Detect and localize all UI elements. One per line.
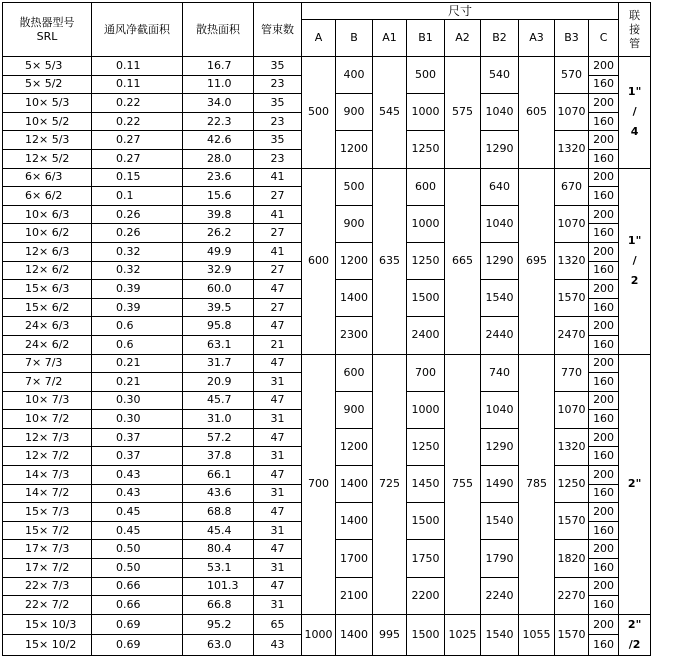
model-cell: 12× 5/3 bbox=[3, 131, 92, 150]
ventilation-cell: 0.21 bbox=[92, 354, 183, 373]
model-cell: 5× 5/2 bbox=[3, 75, 92, 94]
model-cell: 15× 6/3 bbox=[3, 280, 92, 299]
header-dim-b3: B3 bbox=[555, 20, 589, 57]
tube-count-cell: 27 bbox=[254, 224, 302, 243]
ventilation-cell: 0.45 bbox=[92, 503, 183, 522]
header-dim-a1: A1 bbox=[373, 20, 407, 57]
header-heat-area: 散热面积 bbox=[183, 3, 254, 57]
header-dim-b: B bbox=[336, 20, 373, 57]
dim-c-cell: 160 bbox=[589, 521, 619, 540]
header-model: 散热器型号 SRL bbox=[3, 3, 92, 57]
dim-b-cell: 2100 bbox=[336, 577, 373, 614]
dim-b2-cell: 1040 bbox=[481, 205, 519, 242]
tube-count-cell: 31 bbox=[254, 484, 302, 503]
heat-area-cell: 45.7 bbox=[183, 391, 254, 410]
ventilation-cell: 0.22 bbox=[92, 112, 183, 131]
dim-a-cell: 700 bbox=[302, 354, 336, 614]
dim-b-cell: 1700 bbox=[336, 540, 373, 577]
dim-b2-cell: 540 bbox=[481, 57, 519, 94]
spec-grid bbox=[2, 2, 651, 656]
tube-count-cell: 27 bbox=[254, 261, 302, 280]
dim-b1-cell: 1000 bbox=[407, 94, 445, 131]
ventilation-cell: 0.66 bbox=[92, 577, 183, 596]
dim-c-cell: 200 bbox=[589, 614, 619, 635]
heat-area-cell: 43.6 bbox=[183, 484, 254, 503]
model-cell: 15× 6/2 bbox=[3, 298, 92, 317]
model-cell: 12× 5/2 bbox=[3, 149, 92, 168]
model-cell: 7× 7/2 bbox=[3, 373, 92, 392]
model-cell: 15× 7/3 bbox=[3, 503, 92, 522]
dim-b3-cell: 1570 bbox=[555, 280, 589, 317]
ventilation-cell: 0.11 bbox=[92, 57, 183, 76]
dim-a-cell: 500 bbox=[302, 57, 336, 169]
dim-b3-cell: 1570 bbox=[555, 503, 589, 540]
heat-area-cell: 22.3 bbox=[183, 112, 254, 131]
dim-a2-cell: 1025 bbox=[445, 614, 481, 655]
model-cell: 12× 7/3 bbox=[3, 428, 92, 447]
header-ventilation-area: 通风净截面积 bbox=[92, 3, 183, 57]
dim-b3-cell: 570 bbox=[555, 57, 589, 94]
heat-area-cell: 31.0 bbox=[183, 410, 254, 429]
dim-c-cell: 160 bbox=[589, 596, 619, 615]
header-dim-b2: B2 bbox=[481, 20, 519, 57]
tube-count-cell: 35 bbox=[254, 57, 302, 76]
tube-count-cell: 27 bbox=[254, 298, 302, 317]
heat-area-cell: 42.6 bbox=[183, 131, 254, 150]
ventilation-cell: 0.15 bbox=[92, 168, 183, 187]
dim-b-cell: 400 bbox=[336, 57, 373, 94]
dim-c-cell: 200 bbox=[589, 540, 619, 559]
heat-area-cell: 63.1 bbox=[183, 335, 254, 354]
dim-c-cell: 160 bbox=[589, 187, 619, 206]
ventilation-cell: 0.30 bbox=[92, 391, 183, 410]
dim-b3-cell: 1070 bbox=[555, 391, 589, 428]
dim-b2-cell: 740 bbox=[481, 354, 519, 391]
heat-area-cell: 95.8 bbox=[183, 317, 254, 336]
model-cell: 7× 7/3 bbox=[3, 354, 92, 373]
tube-count-cell: 31 bbox=[254, 521, 302, 540]
dim-b-cell: 1200 bbox=[336, 428, 373, 465]
heat-area-cell: 57.2 bbox=[183, 428, 254, 447]
connector-cell: 2" /2 bbox=[619, 614, 651, 655]
ventilation-cell: 0.22 bbox=[92, 94, 183, 113]
heat-area-cell: 37.8 bbox=[183, 447, 254, 466]
header-dimensions: 尺寸 bbox=[302, 3, 619, 20]
tube-count-cell: 47 bbox=[254, 354, 302, 373]
dim-c-cell: 200 bbox=[589, 317, 619, 336]
dim-b2-cell: 2440 bbox=[481, 317, 519, 354]
model-cell: 6× 6/2 bbox=[3, 187, 92, 206]
dim-b2-cell: 1540 bbox=[481, 614, 519, 655]
tube-count-cell: 47 bbox=[254, 317, 302, 336]
heat-area-cell: 68.8 bbox=[183, 503, 254, 522]
heat-area-cell: 53.1 bbox=[183, 559, 254, 578]
tube-count-cell: 47 bbox=[254, 577, 302, 596]
tube-count-cell: 65 bbox=[254, 614, 302, 635]
ventilation-cell: 0.21 bbox=[92, 373, 183, 392]
ventilation-cell: 0.39 bbox=[92, 280, 183, 299]
heat-area-cell: 34.0 bbox=[183, 94, 254, 113]
heat-area-cell: 60.0 bbox=[183, 280, 254, 299]
dim-b1-cell: 1250 bbox=[407, 428, 445, 465]
ventilation-cell: 0.37 bbox=[92, 428, 183, 447]
ventilation-cell: 0.26 bbox=[92, 205, 183, 224]
dim-b2-cell: 1290 bbox=[481, 131, 519, 168]
ventilation-cell: 0.30 bbox=[92, 410, 183, 429]
ventilation-cell: 0.37 bbox=[92, 447, 183, 466]
ventilation-cell: 0.39 bbox=[92, 298, 183, 317]
dim-b3-cell: 1070 bbox=[555, 205, 589, 242]
tube-count-cell: 47 bbox=[254, 428, 302, 447]
dim-a-cell: 1000 bbox=[302, 614, 336, 655]
dim-b2-cell: 1290 bbox=[481, 428, 519, 465]
dim-b2-cell: 1540 bbox=[481, 503, 519, 540]
dim-b2-cell: 1790 bbox=[481, 540, 519, 577]
ventilation-cell: 0.69 bbox=[92, 614, 183, 635]
tube-count-cell: 31 bbox=[254, 410, 302, 429]
dim-b-cell: 900 bbox=[336, 391, 373, 428]
dim-c-cell: 200 bbox=[589, 280, 619, 299]
tube-count-cell: 41 bbox=[254, 205, 302, 224]
connector-cell: 1" / 4 bbox=[619, 57, 651, 169]
dim-b1-cell: 1500 bbox=[407, 503, 445, 540]
heat-area-cell: 101.3 bbox=[183, 577, 254, 596]
dim-b1-cell: 1000 bbox=[407, 391, 445, 428]
dim-c-cell: 200 bbox=[589, 57, 619, 76]
dim-b3-cell: 1820 bbox=[555, 540, 589, 577]
ventilation-cell: 0.32 bbox=[92, 242, 183, 261]
dim-b3-cell: 1250 bbox=[555, 466, 589, 503]
dim-a-cell: 600 bbox=[302, 168, 336, 354]
dim-b1-cell: 1500 bbox=[407, 614, 445, 655]
dim-b2-cell: 1490 bbox=[481, 466, 519, 503]
dim-a2-cell: 575 bbox=[445, 57, 481, 169]
heat-area-cell: 20.9 bbox=[183, 373, 254, 392]
model-cell: 10× 5/3 bbox=[3, 94, 92, 113]
dim-a3-cell: 695 bbox=[519, 168, 555, 354]
tube-count-cell: 21 bbox=[254, 335, 302, 354]
heat-area-cell: 39.8 bbox=[183, 205, 254, 224]
tube-count-cell: 23 bbox=[254, 112, 302, 131]
ventilation-cell: 0.43 bbox=[92, 466, 183, 485]
model-cell: 24× 6/3 bbox=[3, 317, 92, 336]
model-cell: 10× 7/3 bbox=[3, 391, 92, 410]
model-cell: 22× 7/3 bbox=[3, 577, 92, 596]
header-dim-a3: A3 bbox=[519, 20, 555, 57]
dim-b3-cell: 2470 bbox=[555, 317, 589, 354]
model-cell: 14× 7/2 bbox=[3, 484, 92, 503]
table-row bbox=[3, 354, 651, 373]
dim-c-cell: 160 bbox=[589, 75, 619, 94]
dim-b-cell: 2300 bbox=[336, 317, 373, 354]
ventilation-cell: 0.69 bbox=[92, 635, 183, 656]
model-cell: 10× 6/2 bbox=[3, 224, 92, 243]
dim-c-cell: 160 bbox=[589, 410, 619, 429]
dim-c-cell: 200 bbox=[589, 577, 619, 596]
ventilation-cell: 0.66 bbox=[92, 596, 183, 615]
dim-c-cell: 200 bbox=[589, 354, 619, 373]
ventilation-cell: 0.45 bbox=[92, 521, 183, 540]
dim-c-cell: 160 bbox=[589, 447, 619, 466]
header-tube-count: 管束数 bbox=[254, 3, 302, 57]
model-cell: 15× 7/2 bbox=[3, 521, 92, 540]
model-cell: 5× 5/3 bbox=[3, 57, 92, 76]
dim-b2-cell: 1540 bbox=[481, 280, 519, 317]
dim-b2-cell: 1040 bbox=[481, 94, 519, 131]
dim-b1-cell: 500 bbox=[407, 57, 445, 94]
heat-area-cell: 26.2 bbox=[183, 224, 254, 243]
dim-b3-cell: 1570 bbox=[555, 614, 589, 655]
dim-a1-cell: 545 bbox=[373, 57, 407, 169]
dim-b3-cell: 1320 bbox=[555, 428, 589, 465]
heat-area-cell: 63.0 bbox=[183, 635, 254, 656]
tube-count-cell: 47 bbox=[254, 540, 302, 559]
dim-c-cell: 160 bbox=[589, 635, 619, 656]
ventilation-cell: 0.32 bbox=[92, 261, 183, 280]
dim-b-cell: 1200 bbox=[336, 131, 373, 168]
model-cell: 15× 10/3 bbox=[3, 614, 92, 635]
model-cell: 17× 7/3 bbox=[3, 540, 92, 559]
tube-count-cell: 27 bbox=[254, 187, 302, 206]
ventilation-cell: 0.50 bbox=[92, 540, 183, 559]
table-row bbox=[3, 614, 651, 635]
connector-cell: 1" / 2 bbox=[619, 168, 651, 354]
header-connector: 联 接 管 bbox=[619, 3, 651, 57]
ventilation-cell: 0.27 bbox=[92, 149, 183, 168]
tube-count-cell: 23 bbox=[254, 75, 302, 94]
dim-c-cell: 160 bbox=[589, 149, 619, 168]
model-cell: 10× 7/2 bbox=[3, 410, 92, 429]
dim-a1-cell: 995 bbox=[373, 614, 407, 655]
dim-b2-cell: 1040 bbox=[481, 391, 519, 428]
tube-count-cell: 35 bbox=[254, 94, 302, 113]
heat-area-cell: 45.4 bbox=[183, 521, 254, 540]
heat-area-cell: 32.9 bbox=[183, 261, 254, 280]
tube-count-cell: 47 bbox=[254, 466, 302, 485]
dim-b1-cell: 600 bbox=[407, 168, 445, 205]
dim-c-cell: 160 bbox=[589, 335, 619, 354]
heat-area-cell: 16.7 bbox=[183, 57, 254, 76]
header-dim-c: C bbox=[589, 20, 619, 57]
dim-c-cell: 160 bbox=[589, 112, 619, 131]
dim-b2-cell: 1290 bbox=[481, 242, 519, 279]
dim-b2-cell: 2240 bbox=[481, 577, 519, 614]
model-cell: 12× 7/2 bbox=[3, 447, 92, 466]
heat-area-cell: 39.5 bbox=[183, 298, 254, 317]
dim-b1-cell: 2400 bbox=[407, 317, 445, 354]
tube-count-cell: 35 bbox=[254, 131, 302, 150]
dim-b-cell: 600 bbox=[336, 354, 373, 391]
dim-a2-cell: 665 bbox=[445, 168, 481, 354]
dim-c-cell: 200 bbox=[589, 205, 619, 224]
model-cell: 22× 7/2 bbox=[3, 596, 92, 615]
dim-a3-cell: 785 bbox=[519, 354, 555, 614]
dim-a3-cell: 605 bbox=[519, 57, 555, 169]
tube-count-cell: 47 bbox=[254, 503, 302, 522]
ventilation-cell: 0.11 bbox=[92, 75, 183, 94]
dim-b3-cell: 1070 bbox=[555, 94, 589, 131]
dim-c-cell: 200 bbox=[589, 391, 619, 410]
heat-area-cell: 31.7 bbox=[183, 354, 254, 373]
dim-b1-cell: 2200 bbox=[407, 577, 445, 614]
dim-b1-cell: 1750 bbox=[407, 540, 445, 577]
connector-cell: 2" bbox=[619, 354, 651, 614]
dim-c-cell: 160 bbox=[589, 224, 619, 243]
heat-area-cell: 11.0 bbox=[183, 75, 254, 94]
tube-count-cell: 47 bbox=[254, 391, 302, 410]
ventilation-cell: 0.6 bbox=[92, 317, 183, 336]
heat-area-cell: 15.6 bbox=[183, 187, 254, 206]
dim-c-cell: 200 bbox=[589, 168, 619, 187]
dim-c-cell: 200 bbox=[589, 131, 619, 150]
tube-count-cell: 31 bbox=[254, 596, 302, 615]
dim-b1-cell: 1500 bbox=[407, 280, 445, 317]
dim-b1-cell: 1250 bbox=[407, 131, 445, 168]
dim-c-cell: 160 bbox=[589, 484, 619, 503]
ventilation-cell: 0.50 bbox=[92, 559, 183, 578]
heat-area-cell: 66.1 bbox=[183, 466, 254, 485]
heat-area-cell: 49.9 bbox=[183, 242, 254, 261]
dim-b2-cell: 640 bbox=[481, 168, 519, 205]
dim-b3-cell: 1320 bbox=[555, 242, 589, 279]
dim-c-cell: 200 bbox=[589, 428, 619, 447]
header-dim-a: A bbox=[302, 20, 336, 57]
model-cell: 24× 6/2 bbox=[3, 335, 92, 354]
dim-b1-cell: 700 bbox=[407, 354, 445, 391]
model-cell: 12× 6/3 bbox=[3, 242, 92, 261]
ventilation-cell: 0.6 bbox=[92, 335, 183, 354]
ventilation-cell: 0.26 bbox=[92, 224, 183, 243]
dim-c-cell: 200 bbox=[589, 466, 619, 485]
tube-count-cell: 31 bbox=[254, 447, 302, 466]
dim-c-cell: 200 bbox=[589, 503, 619, 522]
dim-a3-cell: 1055 bbox=[519, 614, 555, 655]
dim-c-cell: 200 bbox=[589, 94, 619, 113]
dim-c-cell: 160 bbox=[589, 373, 619, 392]
dim-b3-cell: 770 bbox=[555, 354, 589, 391]
dim-b3-cell: 1320 bbox=[555, 131, 589, 168]
ventilation-cell: 0.43 bbox=[92, 484, 183, 503]
dim-a1-cell: 635 bbox=[373, 168, 407, 354]
dim-b-cell: 1400 bbox=[336, 466, 373, 503]
heat-area-cell: 23.6 bbox=[183, 168, 254, 187]
dim-b1-cell: 1450 bbox=[407, 466, 445, 503]
model-cell: 15× 10/2 bbox=[3, 635, 92, 656]
dim-c-cell: 160 bbox=[589, 298, 619, 317]
dim-a1-cell: 725 bbox=[373, 354, 407, 614]
dim-a2-cell: 755 bbox=[445, 354, 481, 614]
tube-count-cell: 31 bbox=[254, 373, 302, 392]
tube-count-cell: 41 bbox=[254, 168, 302, 187]
dim-b3-cell: 670 bbox=[555, 168, 589, 205]
tube-count-cell: 47 bbox=[254, 280, 302, 299]
model-cell: 12× 6/2 bbox=[3, 261, 92, 280]
dim-c-cell: 200 bbox=[589, 242, 619, 261]
tube-count-cell: 23 bbox=[254, 149, 302, 168]
dim-b1-cell: 1000 bbox=[407, 205, 445, 242]
ventilation-cell: 0.27 bbox=[92, 131, 183, 150]
dim-b-cell: 1400 bbox=[336, 503, 373, 540]
dim-b-cell: 900 bbox=[336, 205, 373, 242]
model-cell: 14× 7/3 bbox=[3, 466, 92, 485]
heat-area-cell: 66.8 bbox=[183, 596, 254, 615]
dim-b3-cell: 2270 bbox=[555, 577, 589, 614]
model-cell: 10× 6/3 bbox=[3, 205, 92, 224]
dim-b-cell: 900 bbox=[336, 94, 373, 131]
heat-area-cell: 95.2 bbox=[183, 614, 254, 635]
heat-area-cell: 80.4 bbox=[183, 540, 254, 559]
tube-count-cell: 31 bbox=[254, 559, 302, 578]
ventilation-cell: 0.1 bbox=[92, 187, 183, 206]
table-row bbox=[3, 168, 651, 187]
dim-b-cell: 500 bbox=[336, 168, 373, 205]
header-dim-a2: A2 bbox=[445, 20, 481, 57]
dim-c-cell: 160 bbox=[589, 559, 619, 578]
header-dim-b1: B1 bbox=[407, 20, 445, 57]
dim-b-cell: 1400 bbox=[336, 280, 373, 317]
model-cell: 17× 7/2 bbox=[3, 559, 92, 578]
dim-b-cell: 1400 bbox=[336, 614, 373, 655]
heat-area-cell: 28.0 bbox=[183, 149, 254, 168]
dim-b1-cell: 1250 bbox=[407, 242, 445, 279]
tube-count-cell: 43 bbox=[254, 635, 302, 656]
dim-b-cell: 1200 bbox=[336, 242, 373, 279]
model-cell: 10× 5/2 bbox=[3, 112, 92, 131]
tube-count-cell: 41 bbox=[254, 242, 302, 261]
table-row bbox=[3, 57, 651, 76]
model-cell: 6× 6/3 bbox=[3, 168, 92, 187]
dim-c-cell: 160 bbox=[589, 261, 619, 280]
